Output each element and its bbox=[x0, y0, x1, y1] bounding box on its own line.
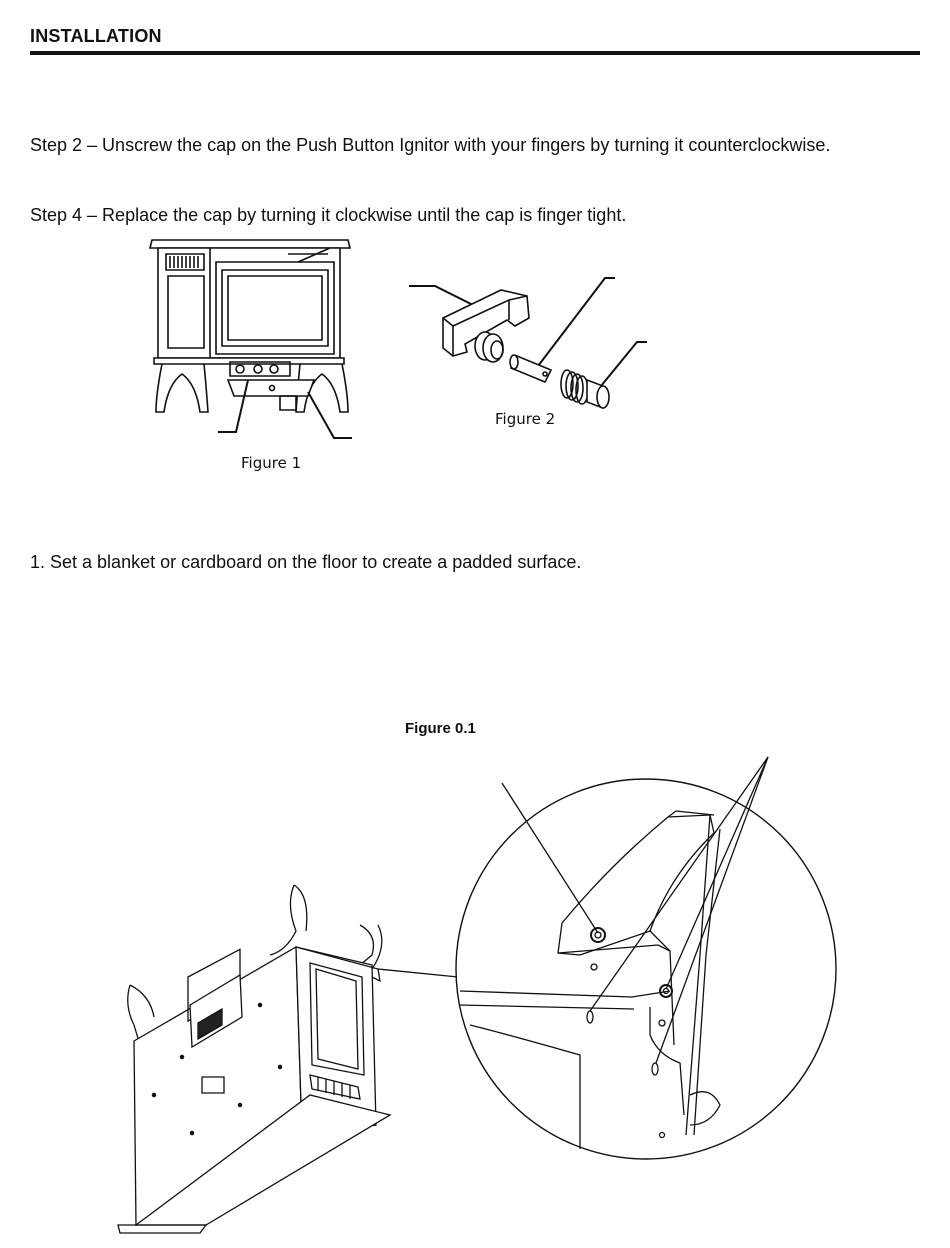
figure-0-1-illustration bbox=[110, 755, 850, 1235]
figure-0-1-caption: Figure 0.1 bbox=[405, 720, 476, 737]
step-4-text: Step 4 – Replace the cap by turning it clockwise until the cap is finger tight. bbox=[30, 205, 627, 225]
header-rule bbox=[30, 51, 920, 55]
figure-1-stove-illustration bbox=[148, 234, 358, 454]
instruction-1-text: 1. Set a blanket or cardboard on the floor to create a padded surface. bbox=[30, 552, 582, 572]
figure-1-caption: Figure 1 bbox=[241, 454, 302, 472]
figure-2-caption: Figure 2 bbox=[495, 410, 556, 428]
section-title: INSTALLATION bbox=[30, 26, 162, 46]
step-2-text: Step 2 – Unscrew the cap on the Push Button Ignitor with your fingers by turning it counterclockwise. bbox=[30, 135, 831, 155]
figure-2-ignitor-illustration bbox=[405, 270, 650, 420]
